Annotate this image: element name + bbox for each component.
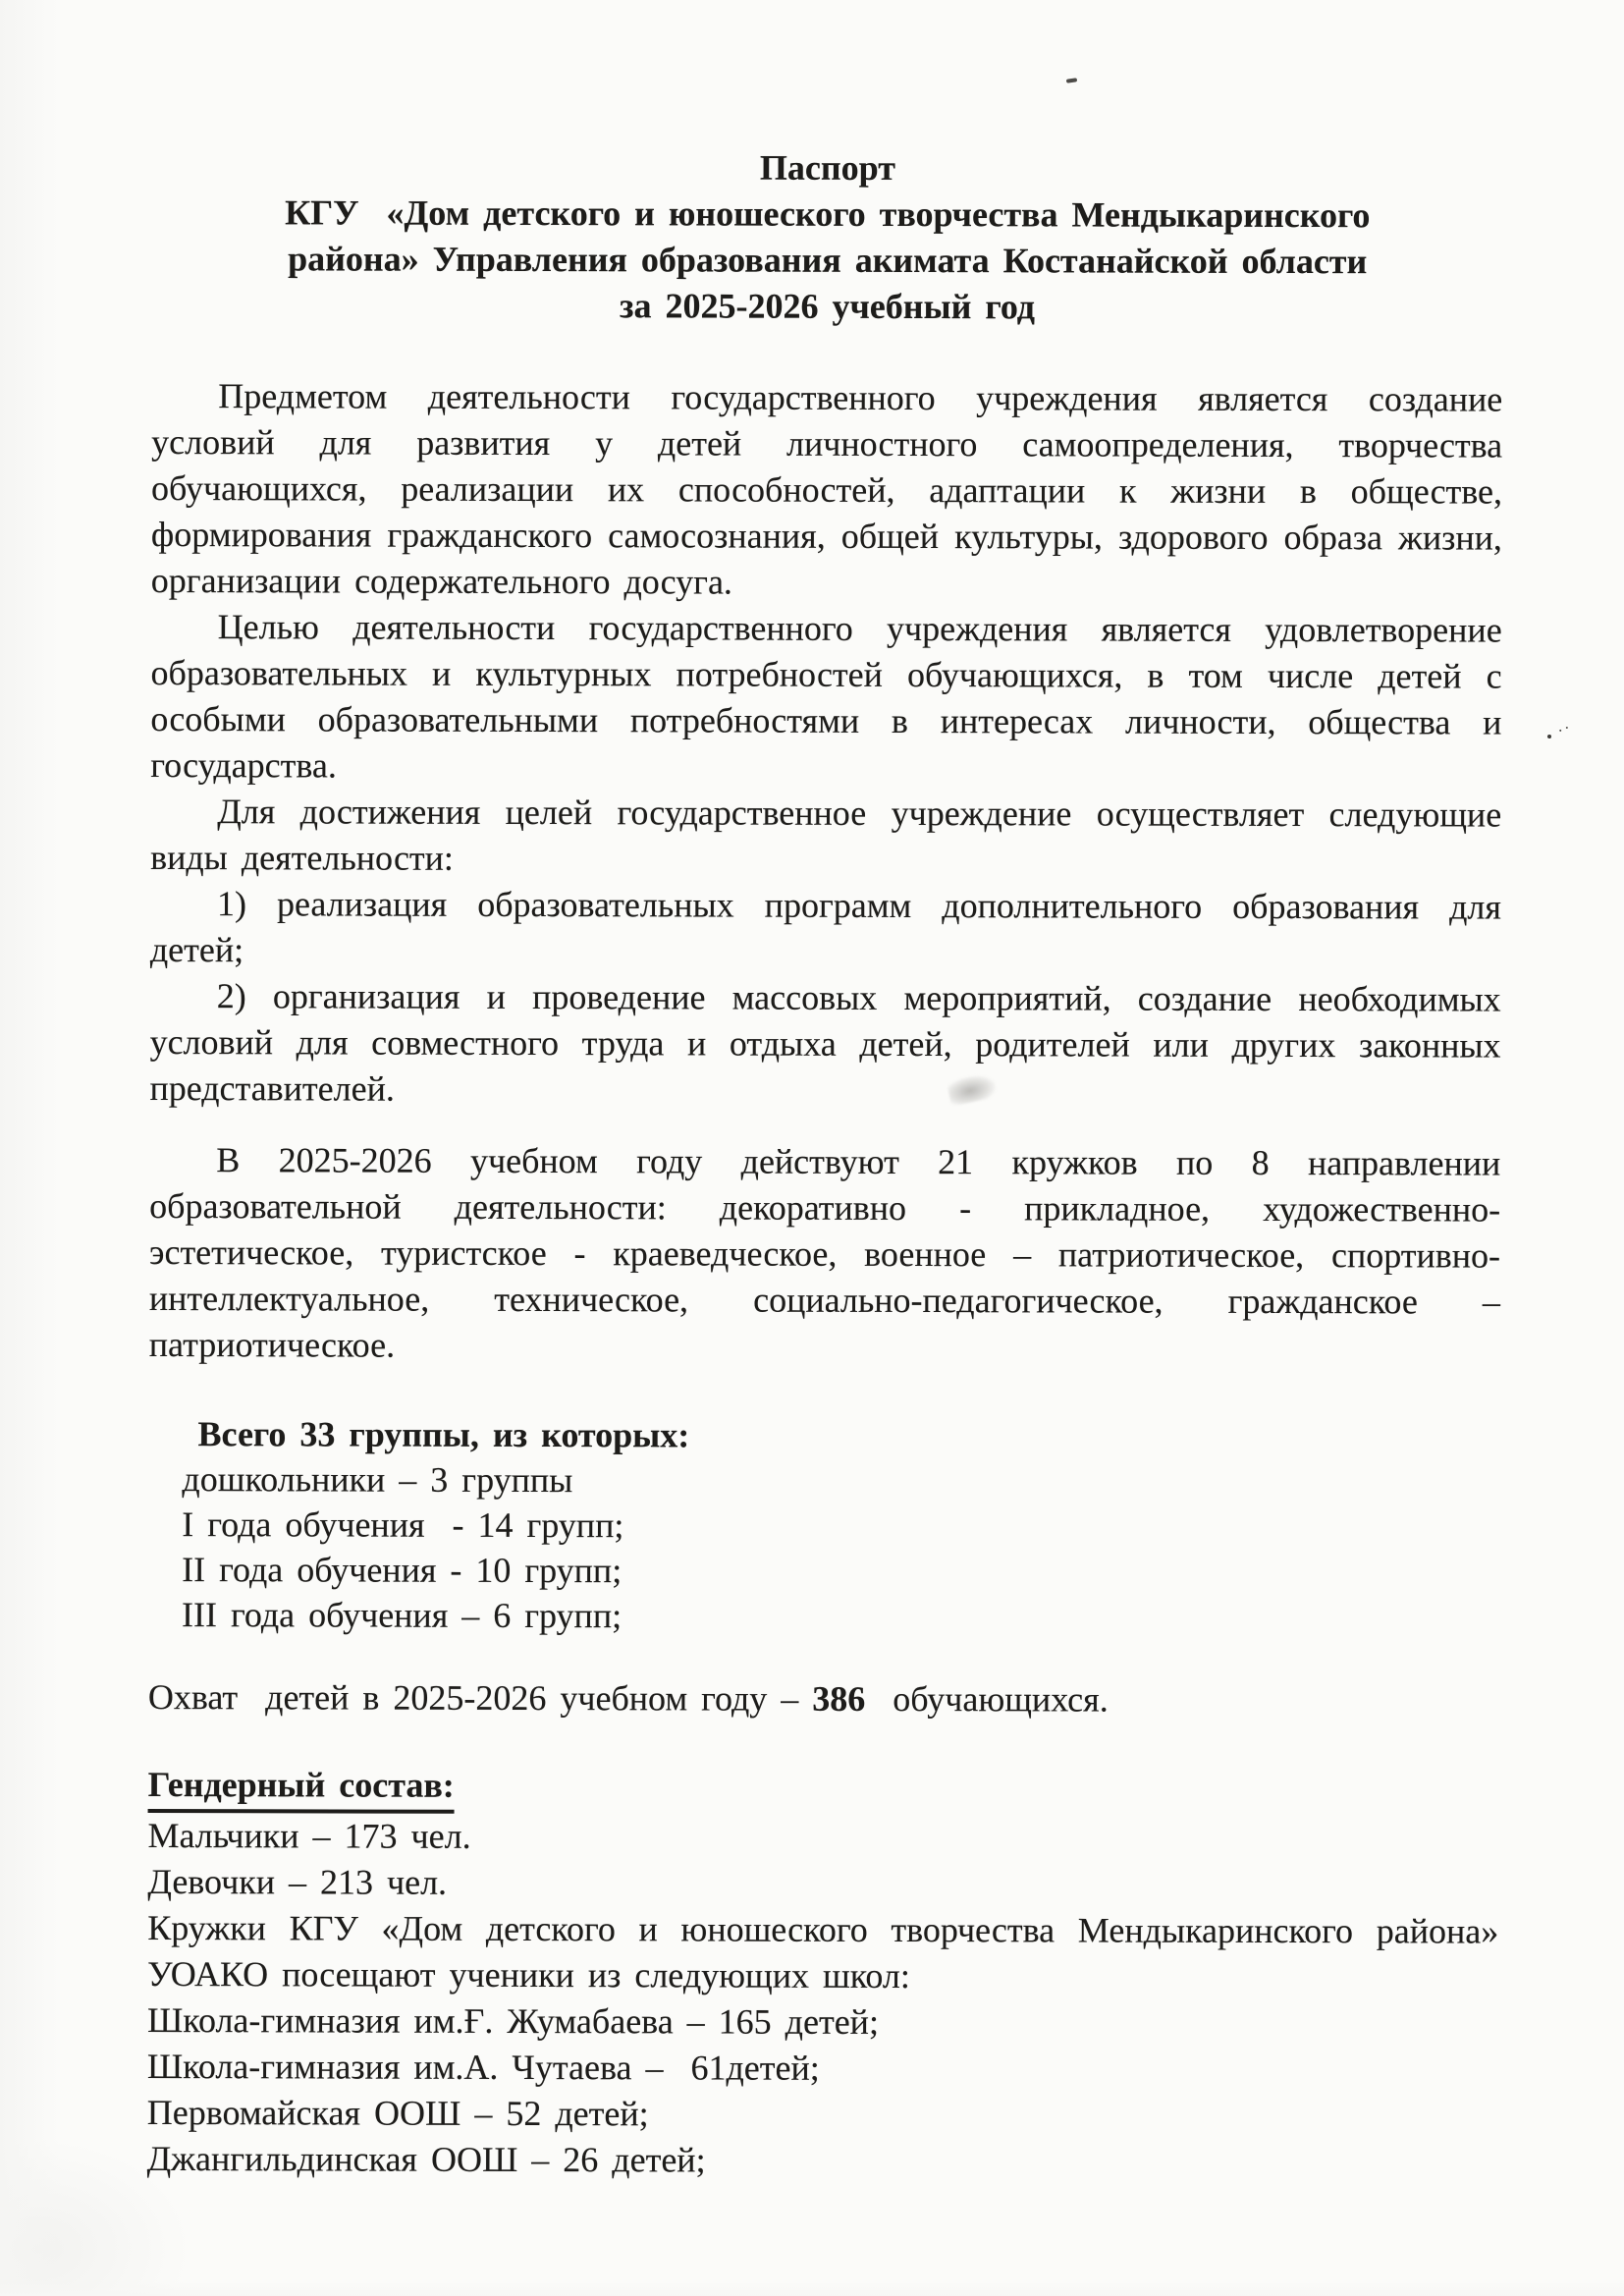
school-line-zhumabaev: Школа-гимназия им.Ғ. Жумабаева – 165 детей; bbox=[146, 1999, 880, 2042]
gender-line-boys: Мальчики – 173 чел. bbox=[147, 1815, 471, 1856]
gender-section bbox=[147, 1762, 1499, 2186]
group-line-preschool: дошкольники – 3 группы bbox=[182, 1459, 573, 1501]
paragraph-goal-of-activity: Целью деятельности государственного учреждения является удовлетворение образовательных и культурных потребностей обучающихся, в том числе детей с особыми образовательными потребностями в интересах личности, общества и государства. bbox=[150, 607, 1502, 786]
coverage-suffix: обучающихся. bbox=[865, 1678, 1109, 1720]
scan-speck-top bbox=[1066, 78, 1077, 82]
group-line-year-1: I года обучения - 14 групп; bbox=[182, 1504, 624, 1546]
title-line: района» Управления образования акимата Костанайской области bbox=[288, 239, 1368, 282]
coverage-number: 386 bbox=[812, 1678, 866, 1719]
coverage-line bbox=[148, 1674, 1499, 1724]
school-line-dzhangildinskaya: Джангильдинская ООШ – 26 детей; bbox=[146, 2138, 706, 2180]
scan-mark-right-margin bbox=[1547, 735, 1552, 739]
list-item-activity-2: 2) организация и проведение массовых мероприятий, создание необходимых условий для совместного труда и отдыха детей, родителей или других законных представителей. bbox=[149, 976, 1501, 1109]
schools-intro: Кружки КГУ «Дом детского и юношеского творчества Мендыкаринского района» УОАКО посещают ученики из следующих школ: bbox=[147, 1907, 1499, 1996]
paragraph-clubs-overview: В 2025-2026 учебном году действуют 21 кружков по 8 направлении образовательной деятельности: декоративно - прикладное, художественно-эстетическое, туристское - краеведческое, военное – патриотическое, спортивно-интеллектуальное, техническое, социально-педагогическое, гражданское – патриотическое. bbox=[148, 1140, 1501, 1365]
paragraph-activities-intro: Для достижения целей государственное учреждение осуществляет следующие виды деятельности: bbox=[150, 792, 1502, 878]
school-line-pervomayskaya: Первомайская ООШ – 52 детей; bbox=[146, 2092, 649, 2134]
list-item-activity-1: 1) реализация образовательных программ дополнительного образования для детей; bbox=[149, 884, 1502, 970]
groups-heading: Всего 33 группы, из которых: bbox=[197, 1414, 690, 1455]
document-title bbox=[152, 143, 1503, 332]
group-line-year-2: II года обучения - 10 групп; bbox=[182, 1550, 623, 1591]
title-line: КГУ «Дом детского и юношеского творчества Мендыкаринского bbox=[285, 192, 1371, 236]
paragraph-subject-of-activity: Предметом деятельности государственного учреждения является создание условий для развития у детей личностного самоопределения, творчества обучающихся, реализации их способностей, адаптации к жизни в обществе, формирования гражданского самосознания, общей культуры, здорового образа жизни, организации содержательного досуга. bbox=[150, 376, 1503, 602]
school-line-chutaev: Школа-гимназия им.А. Чутаева – 61детей; bbox=[146, 2046, 820, 2088]
coverage-prefix: Охват детей в 2025-2026 учебном году – bbox=[147, 1676, 813, 1719]
groups-summary bbox=[148, 1411, 1500, 1641]
gender-line-girls: Девочки – 213 чел. bbox=[147, 1861, 448, 1902]
title-line: за 2025-2026 учебный год bbox=[620, 286, 1036, 327]
document-content bbox=[147, 143, 1503, 2186]
gender-heading: Гендерный состав: bbox=[148, 1762, 1499, 1817]
title-line: Паспорт bbox=[759, 147, 895, 188]
group-line-year-3: III года обучения – 6 групп; bbox=[182, 1595, 623, 1636]
